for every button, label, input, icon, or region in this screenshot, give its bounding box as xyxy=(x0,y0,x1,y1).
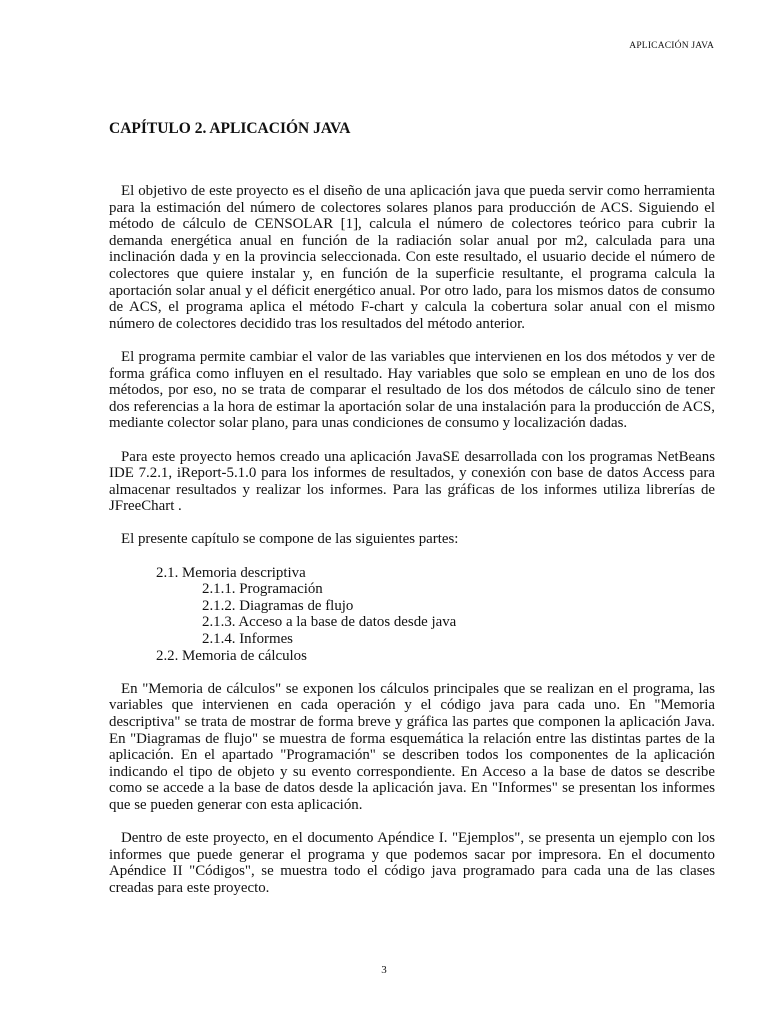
outline-subitem: 2.1.3. Acceso a la base de datos desde java xyxy=(202,614,457,631)
page-number: 3 xyxy=(381,964,387,976)
chapter-title: CAPÍTULO 2. APLICACIÓN JAVA xyxy=(109,120,351,137)
outline-item: 2.1. Memoria descriptiva xyxy=(156,564,306,581)
running-header: APLICACIÓN JAVA xyxy=(629,41,714,51)
paragraph-appendices: Dentro de este proyecto, en el documento Apéndice I. "Ejemplos", se presenta un ejemplo con los informes que puede generar el programa y que podemos sacar por impresora. En el documento Apéndice II "Códigos", se muestra todo el código java programado para cada una de las clases creadas para este proyecto. xyxy=(109,830,715,896)
outline-subitem: 2.1.2. Diagramas de flujo xyxy=(202,597,354,614)
paragraph-chapter-intro: El presente capítulo se compone de las siguientes partes: xyxy=(121,531,459,548)
paragraph-sections-description: En "Memoria de cálculos" se exponen los cálculos principales que se realizan en el programa, las variables que intervienen en cada operación y el código java para cada uno. En "Memoria descriptiva" se trata de mostrar de forma breve y gráfica las partes que componen la aplicación Java. En "Diagramas de flujo" se muestra de forma esquemática la relación entre las distintas partes de la aplicación. En el apartado "Programación" se describen todos los componentes de la aplicación indicando el tipo de objeto y su evento correspondiente. En Acceso a la base de datos se describe como se accede a la base de datos desde la aplicación java. En "Informes" se presentan los informes que se pueden generar con esta aplicación. xyxy=(109,680,715,813)
outline-subitem: 2.1.1. Programación xyxy=(202,581,323,598)
paragraph-tools: Para este proyecto hemos creado una aplicación JavaSE desarrollada con los programas NetBeans IDE 7.2.1, iReport-5.1.0 para los informes de resultados, y conexión con base de datos Access para almacenar resultados y realizar los informes. Para las gráficas de los informes utiliza librerías de JFreeChart . xyxy=(109,448,715,515)
document-body xyxy=(109,183,715,913)
outline-subitem: 2.1.4. Informes xyxy=(202,631,293,648)
paragraph-objective: El objetivo de este proyecto es el diseño de una aplicación java que pueda servir como herramienta para la estimación del número de colectores solares planos para producción de ACS. Siguiendo el método de cálculo de CENSOLAR [1], calcula el número de colectores teórico para cubrir la demanda energética anual en función de la radiación solar anual por m2, calculada para una inclinación dada y en la provincia seleccionada. Con este resultado, el usuario decide el número de colectores que quiere instalar y, en función de la superficie resultante, el programa calcula la aportación solar anual y el déficit energético anual. Por otro lado, para los mismos datos de consumo de ACS, el programa aplica el método F-chart y calcula la cobertura solar anual con el mismo número de colectores decidido tras los resultados del método anterior. xyxy=(109,183,715,332)
chapter-outline xyxy=(109,565,715,665)
outline-item: 2.2. Memoria de cálculos xyxy=(156,647,307,664)
paragraph-variables: El programa permite cambiar el valor de las variables que intervienen en los dos métodos y ver de forma gráfica como influyen en el resultado. Hay variables que solo se emplean en uno de los dos métodos, por eso, no se trata de comparar el resultado de los dos métodos de cálculo sino de tener dos referencias a la hora de estimar la aportación solar de una instalación para la producción de ACS, mediante colector solar plano, para unas condiciones de consumo y localización dadas. xyxy=(109,348,715,432)
